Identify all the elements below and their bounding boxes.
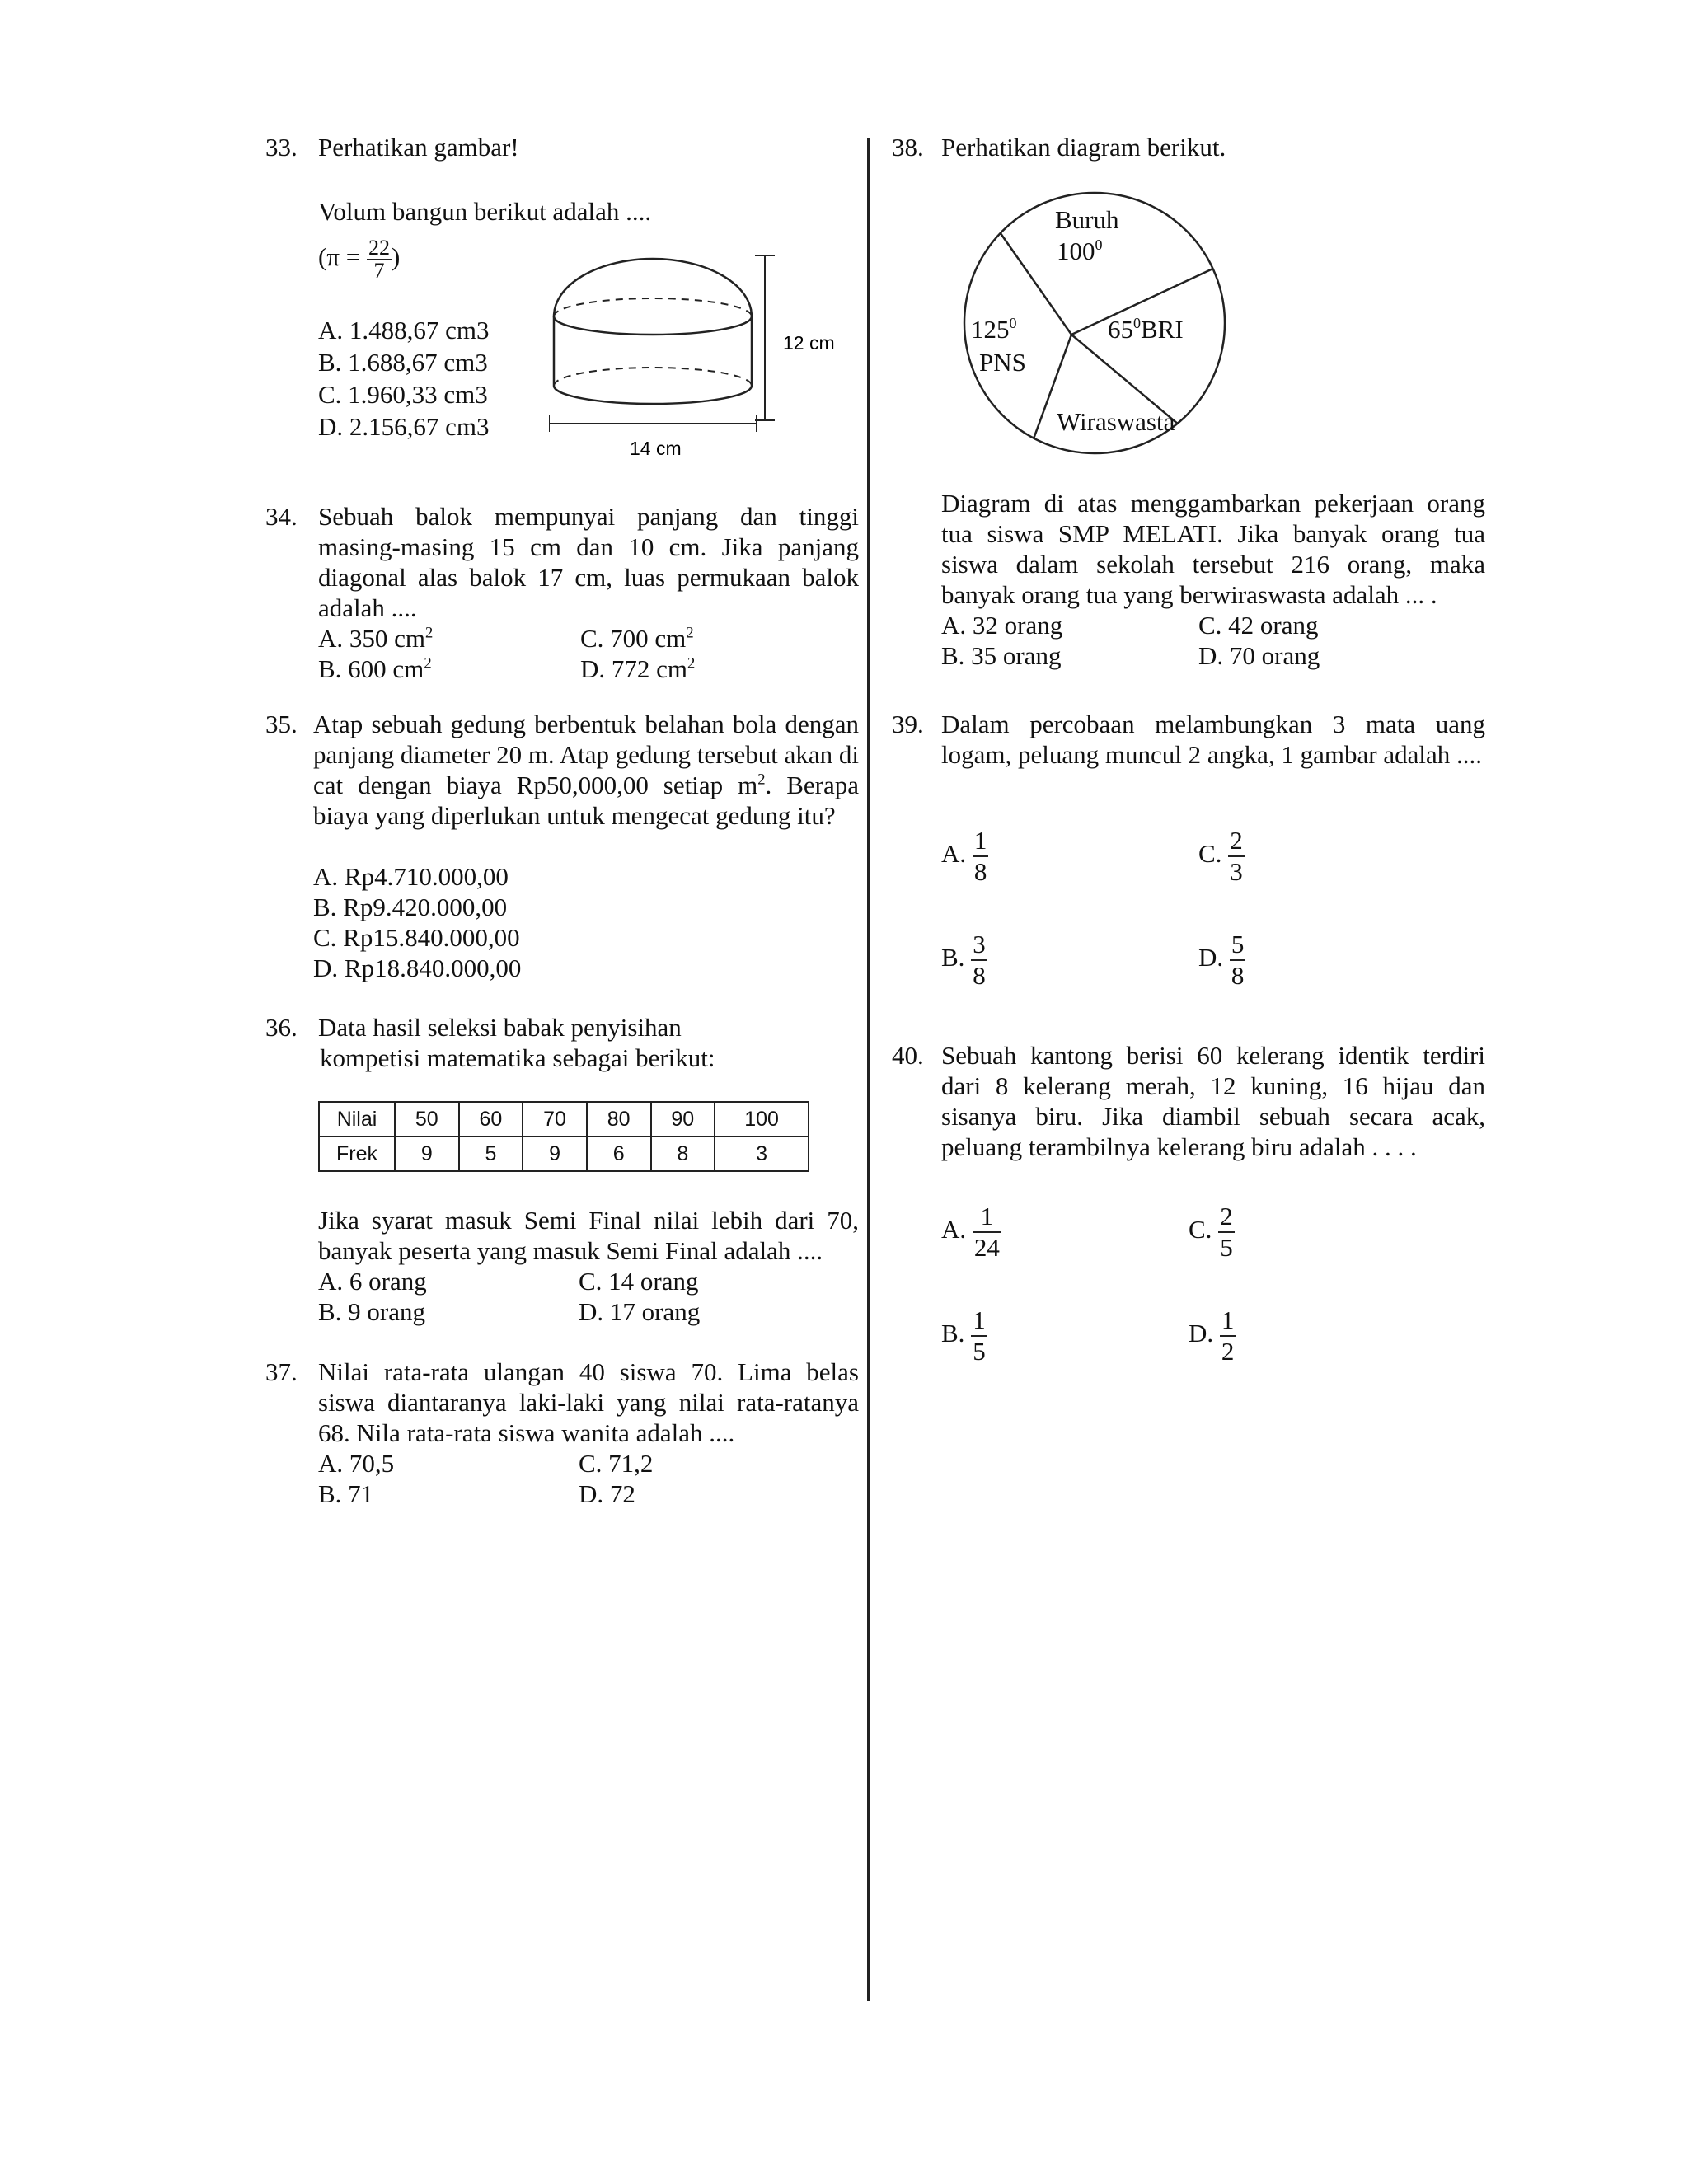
question-34 — [265, 501, 859, 682]
question-text: Atap sebuah gedung berbentuk belahan bola dengan panjang diameter 20 m. Atap gedung tersebut akan di cat dengan biaya Rp50,000,00 setiap $m^2$. Berapa biaya yang diperlukan untuk mengecat gedung itu? — [313, 710, 860, 830]
column-divider — [867, 138, 870, 2001]
question-number: 34. — [265, 502, 298, 531]
option-c: C. 1.960,33 cm3 — [318, 380, 488, 409]
height-label: 12 cm — [783, 332, 835, 354]
fraction: $\frac{1}{2}$ — [1221, 1305, 1235, 1366]
table-header-cell: Nilai — [319, 1102, 395, 1137]
question-number: 36. — [265, 1013, 298, 1042]
option-b: B. 71 — [318, 1479, 374, 1508]
slice-angle-bri: $65^0BRI$ — [1108, 315, 1184, 344]
question-text: Dalam percobaan melambungkan 3 mata uang logam, peluang muncul 2 angka, 1 gambar adalah .... — [941, 710, 1485, 769]
question-intro-line-1: Data hasil seleksi babak penyisihan — [318, 1013, 682, 1042]
option-c: C. Rp15.840.000,00 — [313, 923, 520, 952]
option-c: C. $\frac{2}{3}$ — [1198, 826, 1243, 886]
option-b: B. 35 orang — [941, 641, 1062, 670]
question-text: Jika syarat masuk Semi Final nilai lebih dari 70, banyak peserta yang masuk Semi Final adalah .... — [318, 1206, 859, 1265]
option-a: A. 350 $cm^2$ — [318, 624, 434, 653]
question-number: 33. — [265, 133, 298, 162]
table-cell: 80 — [587, 1102, 651, 1137]
option-a: A. 6 orang — [318, 1267, 427, 1296]
option-d: D. $\frac{1}{2}$ — [1189, 1305, 1235, 1366]
fraction: $\frac{2}{3}$ — [1230, 826, 1243, 886]
question-36 — [265, 1012, 859, 1333]
option-c: C. $\frac{2}{5}$ — [1189, 1202, 1233, 1262]
cylinder-hemisphere-figure — [549, 246, 846, 460]
fraction: $\frac{2}{5}$ — [1220, 1202, 1233, 1262]
table-cell: 5 — [459, 1137, 523, 1171]
question-intro-line-2: kompetisi matematika sebagai berikut: — [320, 1043, 715, 1072]
option-a: A. $\frac{1}{24}$ — [941, 1202, 1000, 1262]
table-cell: 100 — [715, 1102, 809, 1137]
question-title: Perhatikan gambar! — [318, 133, 519, 162]
option-d: D. Rp18.840.000,00 — [313, 954, 522, 982]
question-number: 38. — [892, 133, 924, 162]
option-b: B. 600 $cm^2$ — [318, 654, 432, 683]
table-cell: 70 — [523, 1102, 587, 1137]
table-row-nilai — [319, 1102, 809, 1137]
fraction: $\frac{3}{8}$ — [973, 930, 986, 990]
option-d: D. 772 $cm^2$ — [580, 654, 696, 683]
question-38 — [892, 132, 1485, 676]
table-cell: 9 — [395, 1137, 459, 1171]
pi-fraction: $\frac{22}{7}$ — [368, 236, 390, 283]
option-a: A. 1.488,67 cm3 — [318, 316, 490, 344]
question-body — [313, 709, 860, 982]
option-d: D. 72 — [579, 1479, 635, 1508]
option-a: A. 32 orang — [941, 611, 1063, 640]
option-d: D. 17 orang — [579, 1297, 701, 1326]
question-text: Sebuah kantong berisi 60 kelerang identik terdiri dari 8 kelerang merah, 12 kuning, 16 hijau dan sisanya biru. Jika diambil sebuah secara acak, peluang terambilnya kelerang biru adalah . . . . — [941, 1041, 1485, 1161]
option-c: C. 42 orang — [1198, 611, 1319, 640]
question-number: 35. — [265, 710, 298, 738]
question-39 — [892, 709, 1485, 990]
fraction: $\frac{1}{8}$ — [973, 826, 987, 886]
option-c: C. 14 orang — [579, 1267, 699, 1296]
option-a: A. 70,5 — [318, 1449, 395, 1478]
option-c: C. 700 $cm^2$ — [580, 624, 694, 653]
table-header-cell: Frek — [319, 1137, 395, 1171]
table-row-frek — [319, 1137, 809, 1171]
question-body — [941, 132, 1485, 670]
table-cell: 9 — [523, 1137, 587, 1171]
option-b: B. $\frac{3}{8}$ — [941, 930, 986, 990]
question-body — [318, 1012, 859, 1326]
option-d: D. 70 orang — [1198, 641, 1320, 670]
slice-angle-pns: $125^0$ — [971, 315, 1017, 344]
width-label: 14 cm — [630, 438, 682, 459]
fraction: $\frac{1}{5}$ — [973, 1305, 986, 1366]
table-cell: 90 — [651, 1102, 715, 1137]
question-body — [318, 501, 859, 683]
question-text: Nilai rata-rata ulangan 40 siswa 70. Lima belas siswa diantaranya laki-laki yang nilai rata-ratanya 68. Nila rata-rata siswa wanita adalah .... — [318, 1357, 859, 1447]
question-33 — [265, 132, 859, 478]
question-text: Diagram di atas menggambarkan pekerjaan orang tua siswa SMP MELATI. Jika banyak orang tua siswa dalam sekolah tersebut 216 orang, maka banyak orang tua yang berwiraswasta adalah ... . — [941, 489, 1485, 609]
question-text: Sebuah balok mempunyai panjang dan tinggi masing-masing 15 cm dan 10 cm. Jika panjang diagonal alas balok 17 cm, luas permukaan balok adalah .... — [318, 502, 859, 622]
option-d: D. 2.156,67 cm3 — [318, 412, 490, 441]
slice-label-buruh: Buruh — [1055, 205, 1119, 234]
pi-note: (π = $\frac{22}{7}$ ) — [318, 236, 401, 283]
occupation-pie-chart — [941, 191, 1254, 463]
question-body — [941, 709, 1485, 990]
table-cell: 60 — [459, 1102, 523, 1137]
question-body — [941, 1040, 1485, 1366]
question-number: 40. — [892, 1041, 924, 1070]
slice-angle-buruh: $100^0$ — [1057, 237, 1103, 265]
question-number: 37. — [265, 1357, 298, 1386]
table-cell: 50 — [395, 1102, 459, 1137]
question-title: Perhatikan diagram berikut. — [941, 133, 1226, 162]
option-a: A. Rp4.710.000,00 — [313, 862, 509, 891]
option-b: B. Rp9.420.000,00 — [313, 893, 508, 921]
question-35 — [265, 709, 859, 997]
table-cell: 8 — [651, 1137, 715, 1171]
option-d: D. $\frac{5}{8}$ — [1198, 930, 1245, 990]
question-40 — [892, 1040, 1485, 1386]
option-a: A. $\frac{1}{8}$ — [941, 826, 987, 886]
fraction: $\frac{5}{8}$ — [1231, 930, 1245, 990]
score-frequency-table — [318, 1101, 809, 1172]
table-cell: 6 — [587, 1137, 651, 1171]
slice-label-pns: PNS — [979, 348, 1026, 377]
question-body — [318, 1357, 859, 1508]
table-cell: 3 — [715, 1137, 809, 1171]
question-number: 39. — [892, 710, 924, 738]
question-stem: Volum bangun berikut adalah .... — [318, 197, 652, 226]
slice-label-wiraswasta: Wiraswasta — [1057, 407, 1175, 436]
question-37 — [265, 1357, 859, 1521]
option-b: B. 9 orang — [318, 1297, 426, 1326]
fraction: $\frac{1}{24}$ — [973, 1202, 1000, 1262]
option-b: B. 1.688,67 cm3 — [318, 348, 488, 377]
option-c: C. 71,2 — [579, 1449, 654, 1478]
option-b: B. $\frac{1}{5}$ — [941, 1305, 986, 1366]
